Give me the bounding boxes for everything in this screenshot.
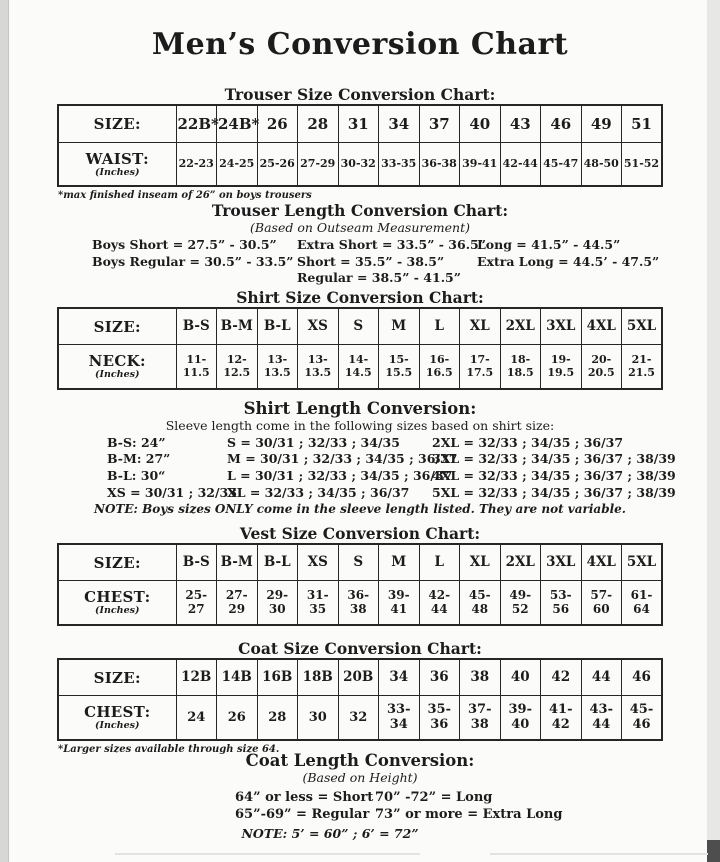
length-entry: 73” or more = Extra Long: [375, 806, 563, 822]
shirt-length-col2: [227, 434, 458, 502]
size-cell: 12B: [176, 659, 217, 696]
size-cell: B-M: [217, 308, 258, 345]
shirt-size-heading: Shirt Size Conversion Chart:: [236, 287, 484, 307]
scan-bottom-line: [490, 853, 708, 855]
chest-cell: 45-46: [622, 696, 663, 740]
chest-cell: 39-41: [379, 581, 420, 625]
waist-cell: 22-23: [176, 142, 217, 186]
waist-cell: 39-41: [460, 142, 501, 186]
shirt-length-subheading: Sleeve length come in the following sizes based on shirt size:: [165, 417, 555, 433]
size-cell: 14B: [217, 659, 258, 696]
waist-cell: 36-38: [419, 142, 460, 186]
size-cell: 28: [298, 105, 339, 142]
size-cell: 43: [500, 105, 541, 142]
length-entry: Boys Regular = 30.5” - 33.5”: [92, 253, 294, 269]
neck-cell: 13-13.5: [298, 345, 339, 389]
coat-chest-row-label: CHEST: (Inches): [58, 696, 176, 740]
coat-length-col1: [235, 789, 375, 823]
trouser-size-table: [57, 104, 663, 187]
chest-cell: 61-64: [622, 581, 663, 625]
neck-cell: 17-17.5: [460, 345, 501, 389]
coat-length-subheading: (Based on Height): [302, 769, 418, 785]
shirt-length-col1: [57, 434, 237, 502]
waist-cell: 45-47: [541, 142, 582, 186]
chest-cell: 36-38: [338, 581, 379, 625]
chest-cell: 41-42: [541, 696, 582, 740]
waist-cell: 51-52: [622, 142, 663, 186]
chest-cell: 39-40: [500, 696, 541, 740]
size-cell: 26: [257, 105, 298, 142]
chest-cell: 49-52: [500, 581, 541, 625]
shirt-length-columns: [57, 434, 676, 502]
coat-footnote: *Larger sizes available through size 64.: [58, 743, 280, 755]
size-cell: M: [379, 544, 420, 581]
chest-cell: 28: [257, 696, 298, 740]
vest-size-row-label: SIZE:: [58, 544, 176, 581]
scan-bottom-line: [115, 853, 420, 855]
size-cell: 3XL: [541, 544, 582, 581]
size-cell: 5XL: [622, 308, 663, 345]
size-cell: L: [419, 544, 460, 581]
neck-cell: 21-21.5: [622, 345, 663, 389]
neck-cell: 13-13.5: [257, 345, 298, 389]
shirt-size-row-label: SIZE:: [58, 308, 176, 345]
size-cell: B-S: [176, 544, 217, 581]
length-entry: B-M: 27”: [107, 451, 171, 467]
trouser-length-col2: [297, 237, 486, 287]
vest-size-table: [57, 543, 663, 626]
vest-chest-row-label: CHEST: (Inches): [58, 581, 176, 625]
size-cell: 46: [622, 659, 663, 696]
trouser-length-col1: [57, 237, 297, 287]
trouser-waist-row-label: WAIST: (Inches): [58, 142, 176, 186]
chest-cell: 30: [298, 696, 339, 740]
coat-size-row-label: SIZE:: [58, 659, 176, 696]
neck-cell: 12-12.5: [217, 345, 258, 389]
size-cell: 4XL: [581, 544, 622, 581]
vest-size-heading: Vest Size Conversion Chart:: [239, 523, 481, 543]
size-cell: M: [379, 308, 420, 345]
chest-cell: 29-30: [257, 581, 298, 625]
size-cell: 4XL: [581, 308, 622, 345]
waist-cell: 33-35: [379, 142, 420, 186]
coat-length-note: NOTE: 5’ = 60” ; 6’ = 72”: [241, 825, 419, 841]
length-entry: 65”-69” = Regular: [235, 806, 370, 822]
size-cell: 51: [622, 105, 663, 142]
size-cell: B-S: [176, 308, 217, 345]
chest-cell: 37-38: [460, 696, 501, 740]
size-cell: 20B: [338, 659, 379, 696]
size-cell: 5XL: [622, 544, 663, 581]
size-cell: S: [338, 308, 379, 345]
size-cell: 36: [419, 659, 460, 696]
coat-length-columns: [0, 789, 720, 823]
shirt-length-heading: Shirt Length Conversion:: [243, 398, 477, 418]
size-cell: 37: [419, 105, 460, 142]
chest-cell: 27-29: [217, 581, 258, 625]
chest-cell: 26: [217, 696, 258, 740]
size-cell: 16B: [257, 659, 298, 696]
chest-cell: 35-36: [419, 696, 460, 740]
length-entry: Extra Short = 33.5” - 36.5”: [297, 237, 486, 252]
length-entry: B-L: 30“: [107, 468, 166, 484]
scan-corner-shadow: [707, 840, 720, 862]
size-cell: XL: [460, 544, 501, 581]
length-entry: Short = 35.5” - 38.5”: [297, 253, 445, 269]
size-cell: 34: [379, 659, 420, 696]
trouser-footnote: *max finished inseam of 26” on boys trousers: [58, 190, 312, 201]
chest-cell: 24: [176, 696, 217, 740]
size-cell: B-L: [257, 544, 298, 581]
chest-cell: 45-48: [460, 581, 501, 625]
size-cell: L: [419, 308, 460, 345]
coat-length-heading: Coat Length Conversion:: [245, 750, 475, 770]
length-entry: Regular = 38.5” - 41.5”: [297, 270, 461, 285]
chest-cell: 32: [338, 696, 379, 740]
size-cell: 31: [338, 105, 379, 142]
size-cell: 38: [460, 659, 501, 696]
trouser-length-columns: [57, 237, 663, 287]
waist-cell: 48-50: [581, 142, 622, 186]
length-entry: S = 30/31 ; 32/33 ; 34/35: [227, 434, 400, 450]
chest-cell: 57-60: [581, 581, 622, 625]
size-cell: 40: [460, 105, 501, 142]
page-title: Men’s Conversion Chart: [151, 27, 569, 62]
length-entry: Long = 41.5” - 44.5”: [477, 237, 621, 252]
size-cell: 2XL: [500, 544, 541, 581]
trouser-length-subheading: (Based on Outseam Measurement): [250, 220, 470, 235]
length-entry: Boys Short = 27.5” - 30.5”: [92, 237, 277, 252]
chest-cell: 42-44: [419, 581, 460, 625]
size-cell: XL: [460, 308, 501, 345]
size-cell: 18B: [298, 659, 339, 696]
coat-size-heading: Coat Size Conversion Chart:: [238, 638, 482, 658]
size-cell: 40: [500, 659, 541, 696]
waist-cell: 30-32: [338, 142, 379, 186]
size-cell: S: [338, 544, 379, 581]
chest-cell: 33-34: [379, 696, 420, 740]
size-cell: XS: [298, 544, 339, 581]
trouser-size-heading: Trouser Size Conversion Chart:: [224, 85, 496, 104]
length-entry: L = 30/31 ; 32/33 ; 34/35 ; 36/37: [227, 468, 453, 484]
size-cell: 24B*: [217, 105, 258, 142]
neck-cell: 15-15.5: [379, 345, 420, 389]
length-entry: 4XL = 32/33 ; 34/35 ; 36/37 ; 38/39: [432, 468, 676, 484]
chest-cell: 25-27: [176, 581, 217, 625]
neck-cell: 16-16.5: [419, 345, 460, 389]
shirt-length-col3: [432, 434, 676, 502]
shirt-length-note: NOTE: Boys sizes ONLY come in the sleeve length listed. They are not variable.: [94, 501, 626, 516]
trouser-size-row-label: SIZE:: [58, 105, 176, 142]
size-cell: 34: [379, 105, 420, 142]
neck-cell: 11-11.5: [176, 345, 217, 389]
size-cell: XS: [298, 308, 339, 345]
size-cell: B-M: [217, 544, 258, 581]
shirt-size-table: [57, 307, 663, 390]
coat-length-col2: [375, 789, 606, 823]
coat-size-table: [57, 658, 663, 741]
waist-cell: 27-29: [298, 142, 339, 186]
chest-cell: 31-35: [298, 581, 339, 625]
length-entry: B-S: 24”: [107, 434, 166, 450]
waist-cell: 25-26: [257, 142, 298, 186]
length-entry: XL = 32/33 ; 34/35 ; 36/37: [227, 484, 410, 500]
length-entry: 2XL = 32/33 ; 34/35 ; 36/37: [432, 434, 624, 450]
length-entry: 64” or less = Short: [235, 789, 374, 805]
length-entry: XS = 30/31 ; 32/33: [107, 484, 237, 500]
shirt-neck-row-label: NECK: (Inches): [58, 345, 176, 389]
size-cell: 22B*: [176, 105, 217, 142]
size-cell: 46: [541, 105, 582, 142]
size-cell: 2XL: [500, 308, 541, 345]
chest-cell: 53-56: [541, 581, 582, 625]
waist-cell: 24-25: [217, 142, 258, 186]
length-entry: 70” -72” = Long: [375, 789, 493, 805]
chest-cell: 43-44: [581, 696, 622, 740]
length-entry: Extra Long = 44.5’ - 47.5”: [477, 253, 660, 269]
neck-cell: 20-20.5: [581, 345, 622, 389]
size-cell: B-L: [257, 308, 298, 345]
size-cell: 3XL: [541, 308, 582, 345]
length-entry: 3XL = 32/33 ; 34/35 ; 36/37 ; 38/39: [432, 451, 676, 467]
trouser-length-col3: [477, 237, 663, 287]
size-cell: 44: [581, 659, 622, 696]
waist-cell: 42-44: [500, 142, 541, 186]
size-cell: 49: [581, 105, 622, 142]
length-entry: 5XL = 32/33 ; 34/35 ; 36/37 ; 38/39: [432, 484, 676, 500]
length-entry: M = 30/31 ; 32/33 ; 34/35 ; 36/37: [227, 451, 458, 467]
neck-cell: 19-19.5: [541, 345, 582, 389]
size-cell: 42: [541, 659, 582, 696]
neck-cell: 14-14.5: [338, 345, 379, 389]
trouser-length-heading: Trouser Length Conversion Chart:: [211, 201, 509, 220]
neck-cell: 18-18.5: [500, 345, 541, 389]
